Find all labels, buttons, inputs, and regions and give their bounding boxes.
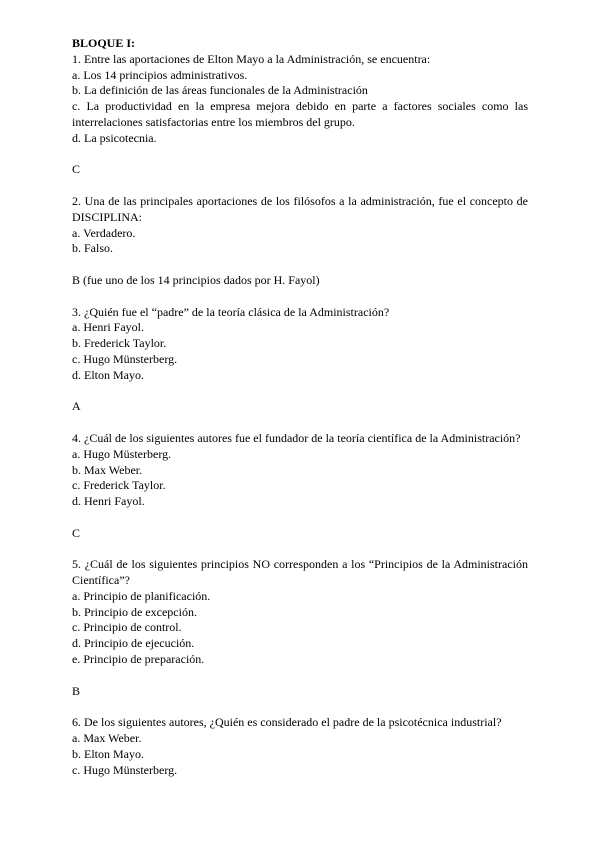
question-1-option-c: c. La productividad en la empresa mejora debido en parte a factores sociales como las interrelaciones satisfactorias entre los miembros del grupo.	[72, 99, 528, 129]
question-4-option-c: c. Frederick Taylor.	[72, 478, 166, 493]
question-3-option-a: a. Henri Fayol.	[72, 320, 144, 335]
question-1-option-b: b. La definición de las áreas funcionales de la Administración	[72, 83, 368, 98]
question-1	[72, 52, 528, 147]
question-5-answer: B	[72, 683, 81, 698]
question-5-option-d: d. Principio de ejecución.	[72, 636, 195, 651]
question-4-answer: C	[72, 525, 81, 540]
question-1-option-d: d. La psicotecnia.	[72, 130, 157, 145]
question-4-option-d: d. Henri Fayol.	[72, 494, 145, 509]
question-5-option-b: b. Principio de excepción.	[72, 604, 197, 619]
question-5-option-e: e. Principio de preparación.	[72, 652, 205, 667]
question-6	[72, 715, 528, 778]
question-4-option-a: a. Hugo Müsterberg.	[72, 446, 172, 461]
question-4-text: 4. ¿Cuál de los siguientes autores fue el fundador de la teoría científica de la Administración?	[72, 430, 521, 445]
question-2	[72, 194, 528, 257]
question-3	[72, 305, 528, 384]
question-4	[72, 431, 528, 510]
question-6-option-b: b. Elton Mayo.	[72, 746, 144, 761]
question-5	[72, 557, 528, 668]
question-5-text: 5. ¿Cuál de los siguientes principios NO corresponden a los “Principios de la Administración Científica”?	[72, 557, 528, 588]
question-3-option-b: b. Frederick Taylor.	[72, 336, 167, 351]
question-5-option-c: c. Principio de control.	[72, 620, 182, 635]
question-2-answer: B (fue uno de los 14 principios dados por H. Fayol)	[72, 272, 320, 287]
question-4-option-b: b. Max Weber.	[72, 462, 143, 477]
question-3-text: 3. ¿Quién fue el “padre” de la teoría clásica de la Administración?	[72, 304, 390, 319]
question-1-answer: C	[72, 162, 81, 177]
question-3-option-d: d. Elton Mayo.	[72, 367, 144, 382]
question-2-text: 2. Una de las principales aportaciones de los filósofos a la administración, fue el concepto de DISCIPLINA:	[72, 193, 528, 224]
question-3-option-c: c. Hugo Münsterberg.	[72, 351, 178, 366]
question-2-option-b: b. Falso.	[72, 241, 114, 256]
question-6-option-a: a. Max Weber.	[72, 731, 142, 746]
question-6-option-c: c. Hugo Münsterberg.	[72, 762, 178, 777]
question-3-answer: A	[72, 399, 81, 414]
document-page	[72, 36, 528, 778]
question-5-option-a: a. Principio de planificación.	[72, 588, 211, 603]
question-2-option-a: a. Verdadero.	[72, 225, 136, 240]
question-6-text: 6. De los siguientes autores, ¿Quién es considerado el padre de la psicotécnica industrial?	[72, 715, 502, 730]
question-1-option-a: a. Los 14 principios administrativos.	[72, 67, 248, 82]
section-heading: BLOQUE I:	[72, 36, 136, 50]
question-1-text: 1. Entre las aportaciones de Elton Mayo a la Administración, se encuentra:	[72, 51, 431, 66]
